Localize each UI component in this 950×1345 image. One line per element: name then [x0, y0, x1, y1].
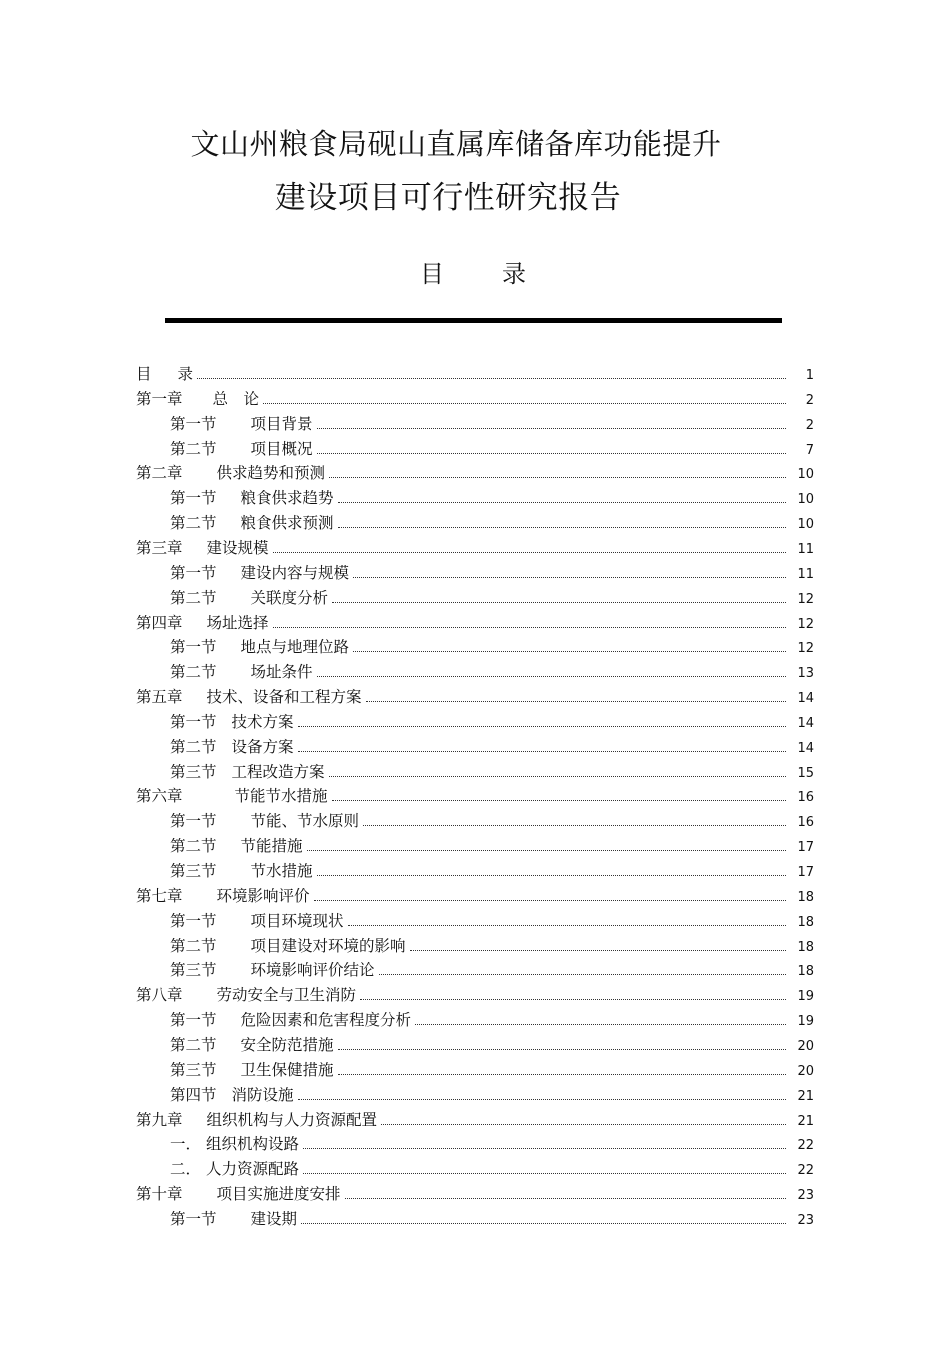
toc-entry-number: 第二章: [136, 464, 183, 483]
toc-section-entry[interactable]: [170, 807, 814, 831]
toc-page-number: 12: [797, 641, 814, 657]
toc-entry-number: 第一节: [170, 712, 217, 731]
toc-page-number: 20: [797, 1038, 814, 1054]
toc-page-number: 2: [805, 392, 814, 408]
toc-entry-number: 第三节: [170, 1060, 217, 1079]
toc-dot-leader: [303, 1173, 786, 1174]
toc-page-number: 11: [797, 541, 814, 557]
toc-dot-leader: [307, 850, 786, 851]
toc-dot-leader: [415, 1024, 786, 1025]
toc-section-entry[interactable]: [170, 1006, 814, 1030]
toc-dot-leader: [353, 651, 786, 652]
toc-chapter-entry[interactable]: [136, 882, 814, 906]
toc-page-number: 12: [797, 591, 814, 607]
toc-dot-leader: [317, 875, 786, 876]
toc-page-number: 23: [797, 1188, 814, 1204]
toc-dot-leader: [381, 1124, 786, 1125]
toc-chapter-entry[interactable]: [136, 360, 814, 384]
toc-dot-leader: [298, 726, 786, 727]
toc-entry-number: 第二节: [170, 514, 217, 533]
toc-entry-title: 场址选择: [206, 613, 269, 632]
toc-entry-title: 人力资源配路: [206, 1160, 300, 1179]
toc-entry-title: 环境影响评价结论: [250, 961, 375, 980]
toc-section-entry[interactable]: [170, 758, 814, 782]
toc-chapter-entry[interactable]: [136, 683, 814, 707]
toc-entry-title: 粮食供求趋势: [240, 489, 334, 508]
toc-dot-leader: [332, 602, 786, 603]
toc-entry-number: 第一节: [170, 911, 217, 930]
toc-page-number: 19: [797, 989, 814, 1005]
toc-section-entry[interactable]: [170, 435, 814, 459]
toc-dot-leader: [345, 1198, 786, 1199]
toc-entry-number: 第五章: [136, 688, 183, 707]
toc-dot-leader: [332, 800, 786, 801]
toc-dot-leader: [348, 925, 786, 926]
toc-entry-number: 第一节: [170, 414, 217, 433]
toc-dot-leader: [317, 453, 786, 454]
toc-entry-number: 第一节: [170, 638, 217, 657]
toc-entry-title: 项目建设对环境的影响: [250, 936, 406, 955]
toc-heading-right: 录: [502, 260, 526, 288]
toc-entry-number: 第一节: [170, 1011, 217, 1030]
toc-section-entry[interactable]: [170, 857, 814, 881]
toc-section-entry[interactable]: [170, 1205, 814, 1229]
toc-page-number: 2: [805, 417, 814, 433]
toc-chapter-entry[interactable]: [136, 1106, 814, 1130]
toc-dot-leader: [338, 1074, 786, 1075]
toc-entry-title: 项目概况: [250, 439, 313, 458]
toc-entry-title: 建设期: [250, 1209, 298, 1228]
toc-page-number: 10: [797, 517, 814, 533]
toc-section-entry[interactable]: [170, 1056, 814, 1080]
toc-entry-title: 组织机构与人力资源配置: [206, 1110, 378, 1129]
toc-section-entry[interactable]: [170, 1155, 814, 1179]
toc-dot-leader: [338, 527, 786, 528]
toc-section-entry[interactable]: [170, 633, 814, 657]
toc-chapter-entry[interactable]: [136, 981, 814, 1005]
toc-chapter-entry[interactable]: [136, 609, 814, 633]
toc-page-number: 12: [797, 616, 814, 632]
toc-page-number: 1: [805, 368, 814, 383]
toc-dot-leader: [273, 552, 786, 553]
toc-entry-title: 节能、节水原则: [250, 812, 360, 831]
toc-entry-number: 第四节: [170, 1085, 217, 1104]
toc-dot-leader: [379, 974, 786, 975]
toc-entry-title: 劳动安全与卫生消防: [216, 986, 357, 1005]
toc-entry-number: 第七章: [136, 886, 183, 905]
toc-entry-number: 第二节: [170, 588, 217, 607]
toc-entry-title: 地点与地理位路: [240, 638, 350, 657]
toc-page-number: 14: [797, 740, 814, 756]
toc-chapter-entry[interactable]: [136, 385, 814, 409]
toc-page-number: 15: [797, 765, 814, 781]
toc-entry-number: 第一节: [170, 1209, 217, 1228]
toc-page-number: 22: [797, 1163, 814, 1179]
toc-entry-title: 总 论: [212, 389, 260, 408]
toc-page-number: 21: [797, 1113, 814, 1129]
toc-dot-leader: [298, 1099, 786, 1100]
toc-entry-title: 录: [177, 365, 194, 383]
toc-section-entry[interactable]: [170, 509, 814, 533]
toc-entry-title: 节能措施: [240, 837, 303, 856]
toc-entry-title: 危险因素和危害程度分析: [240, 1011, 412, 1030]
toc-page-number: 7: [805, 442, 814, 458]
toc-entry-number: 第二节: [170, 663, 217, 682]
toc-page-number: 19: [797, 1014, 814, 1030]
toc-entry-number: 第二节: [170, 439, 217, 458]
toc-heading-left: 目: [420, 260, 444, 288]
toc-page-number: 17: [797, 865, 814, 880]
toc-dot-leader: [317, 676, 786, 677]
toc-page-number: 18: [797, 889, 814, 905]
toc-entry-title: 设备方案: [231, 737, 294, 756]
toc-section-entry[interactable]: [170, 1130, 814, 1154]
toc-entry-title: 消防设施: [231, 1085, 294, 1104]
toc-entry-number: 第三节: [170, 862, 217, 880]
toc-page-number: 13: [797, 666, 814, 682]
toc-section-entry[interactable]: [170, 907, 814, 931]
toc-entry-number: 第一节: [170, 489, 217, 508]
toc-section-entry[interactable]: [170, 733, 814, 757]
document-title-line1: 文山州粮食局砚山直属库储备库功能提升: [190, 127, 722, 161]
toc-page-number: 16: [797, 790, 814, 806]
toc-entry-title: 场址条件: [250, 663, 313, 682]
toc-page-number: 10: [797, 492, 814, 508]
toc-page-number: 20: [797, 1063, 814, 1079]
toc-entry-title: 节水措施: [250, 862, 313, 880]
toc-entry-number: 第八章: [136, 986, 183, 1005]
toc-entry-number: 目: [136, 365, 152, 383]
toc-section-entry[interactable]: [170, 956, 814, 980]
toc-page-number: 14: [797, 691, 814, 707]
heading-rule: [165, 318, 782, 323]
document-title-line2: 建设项目可行性研究报告: [274, 180, 622, 216]
toc-entry-number: 第二节: [170, 737, 217, 756]
toc-entry-title: 项目实施进度安排: [216, 1185, 341, 1204]
toc-entry-number: 第十章: [136, 1185, 183, 1204]
toc-entry-number: 第三节: [170, 961, 217, 980]
toc-dot-leader: [329, 477, 786, 478]
toc-section-entry[interactable]: [170, 484, 814, 508]
toc-entry-number: 第一节: [170, 812, 217, 831]
toc-entry-title: 关联度分析: [250, 588, 329, 607]
toc-entry-number: 第一节: [170, 563, 217, 582]
toc-dot-leader: [273, 627, 786, 628]
toc-section-entry[interactable]: [170, 559, 814, 583]
toc-entry-number: 第九章: [136, 1110, 183, 1129]
toc-dot-leader: [303, 1148, 786, 1149]
toc-entry-title: 供求趋势和预测: [216, 464, 326, 483]
toc-section-entry[interactable]: [170, 932, 814, 956]
toc-entry-title: 项目背景: [250, 414, 313, 433]
toc-page-number: 18: [797, 914, 814, 930]
toc-page-number: 18: [797, 939, 814, 955]
toc-section-entry[interactable]: [170, 410, 814, 434]
toc-entry-title: 节能节水措施: [234, 787, 328, 806]
toc-entry-title: 卫生保健措施: [240, 1060, 334, 1079]
toc-dot-leader: [197, 378, 786, 379]
toc-page-number: 23: [797, 1212, 814, 1228]
toc-entry-title: 技术、设备和工程方案: [206, 688, 362, 707]
toc-page-number: 22: [797, 1138, 814, 1154]
toc-entry-number: 第二节: [170, 936, 217, 955]
toc-section-entry[interactable]: [170, 1081, 814, 1105]
toc-entry-title: 建设内容与规模: [240, 563, 350, 582]
toc-page-number: 18: [797, 964, 814, 980]
toc-dot-leader: [298, 751, 786, 752]
toc-dot-leader: [263, 403, 786, 404]
toc-chapter-entry[interactable]: [136, 534, 814, 558]
toc-dot-leader: [338, 502, 786, 503]
toc-page-number: 11: [797, 566, 814, 582]
toc-entry-number: 第三节: [170, 762, 217, 781]
toc-section-entry[interactable]: [170, 832, 814, 856]
toc-entry-number: 一．: [170, 1135, 202, 1154]
toc-page-number: 16: [797, 815, 814, 831]
toc-entry-title: 安全防范措施: [240, 1035, 334, 1054]
toc-entry-number: 第二节: [170, 1035, 217, 1054]
toc-dot-leader: [410, 950, 786, 951]
toc-dot-leader: [301, 1223, 786, 1224]
toc-entry-title: 粮食供求预测: [240, 514, 334, 533]
toc-entry-title: 建设规模: [206, 538, 269, 557]
toc-heading: [420, 254, 526, 289]
toc-page-number: 14: [797, 715, 814, 731]
toc-entry-number: 第六章: [136, 787, 183, 806]
toc-chapter-entry[interactable]: [136, 1180, 814, 1204]
toc-dot-leader: [360, 999, 786, 1000]
toc-entry-number: 第一章: [136, 389, 183, 408]
toc-entry-title: 组织机构设路: [206, 1135, 300, 1154]
toc-entry-number: 第二节: [170, 837, 217, 856]
toc-section-entry[interactable]: [170, 584, 814, 608]
toc-page-number: 21: [797, 1088, 814, 1104]
toc-entry-title: 环境影响评价: [216, 886, 310, 905]
toc-dot-leader: [314, 900, 786, 901]
toc-entry-number: 第三章: [136, 538, 183, 557]
toc-dot-leader: [366, 701, 786, 702]
toc-entry-number: 第四章: [136, 613, 183, 632]
toc-dot-leader: [353, 577, 786, 578]
toc-dot-leader: [338, 1049, 786, 1050]
toc-section-entry[interactable]: [170, 708, 814, 732]
toc-dot-leader: [317, 428, 786, 429]
toc-entry-title: 工程改造方案: [231, 762, 325, 781]
toc-entry-title: 项目环境现状: [250, 911, 344, 930]
toc-section-entry[interactable]: [170, 1031, 814, 1055]
toc-page-number: 10: [797, 467, 814, 483]
toc-dot-leader: [363, 825, 786, 826]
toc-chapter-entry[interactable]: [136, 459, 814, 483]
toc-page-number: 17: [797, 840, 814, 856]
toc-entry-number: 二．: [170, 1160, 202, 1179]
toc-section-entry[interactable]: [170, 658, 814, 682]
toc-entry-title: 技术方案: [231, 712, 294, 731]
toc-chapter-entry[interactable]: [136, 782, 814, 806]
toc-dot-leader: [329, 776, 786, 777]
